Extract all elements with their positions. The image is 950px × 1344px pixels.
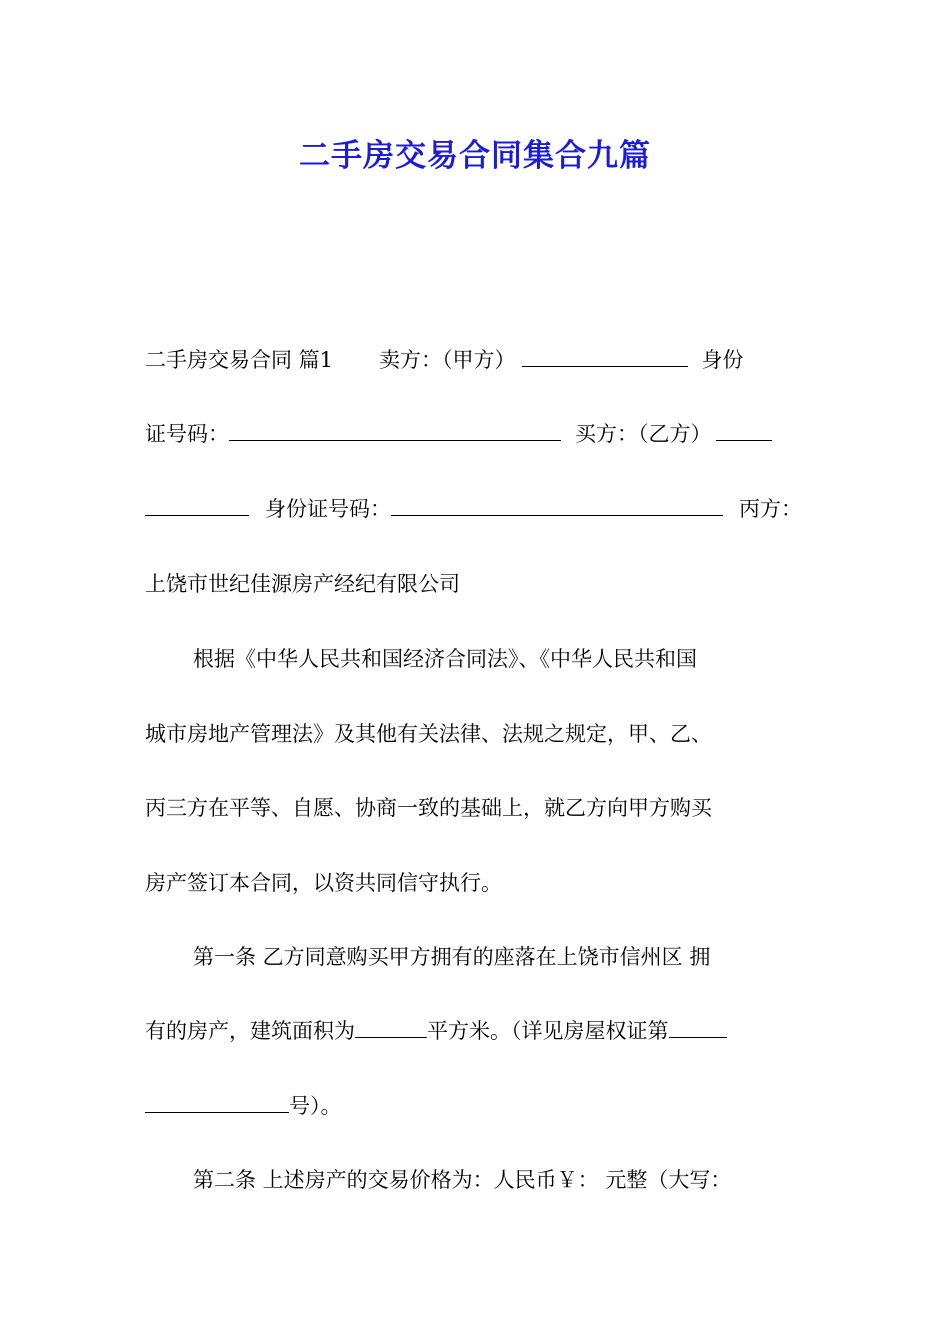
article1-line-1: 第一条 乙方同意购买甲方拥有的座落在上饶市信州区 拥 — [193, 945, 711, 969]
seller-id-label-rest: 证号码： — [145, 422, 229, 446]
area-label: 有的房产，建筑面积为 — [145, 1019, 355, 1043]
intro-line-2 — [145, 416, 825, 452]
article1-line-3 — [145, 1088, 825, 1124]
intro-line-3 — [145, 491, 825, 527]
article2-line-1: 第二条 上述房产的交易价格为：人民币￥： 元整（大写： — [193, 1168, 732, 1192]
third-party-label: 丙方： — [739, 497, 802, 521]
buyer-name-blank-end — [145, 493, 249, 516]
article1-line-2 — [145, 1013, 825, 1049]
preamble-line-1: 根据《中华人民共和国经济合同法》、《中华人民共和国 — [193, 647, 697, 671]
buyer-id-blank — [391, 493, 723, 516]
buyer-name-blank-start — [716, 418, 772, 441]
seller-name-blank — [522, 344, 688, 367]
buyer-id-label: 身份证号码： — [265, 497, 391, 521]
preamble-line-4: 房产签订本合同，以资共同信守执行。 — [145, 871, 502, 895]
area-blank — [355, 1015, 427, 1038]
area-unit-and-cert-label: 平方米。（详见房屋权证第 — [427, 1019, 669, 1043]
seller-label: 卖方：（甲方） — [379, 348, 516, 372]
document-title: 二手房交易合同集合九篇 — [299, 138, 651, 174]
cert-number-blank-start — [669, 1015, 727, 1038]
preamble-line-3: 丙三方在平等、自愿、协商一致的基础上，就乙方向甲方购买 — [145, 796, 712, 820]
cert-number-blank-end — [145, 1090, 289, 1113]
cert-number-suffix: 号）。 — [289, 1094, 342, 1118]
intro-line-1 — [145, 342, 825, 378]
contract-heading: 二手房交易合同 篇1 — [145, 348, 334, 372]
third-party-name: 上饶市世纪佳源房产经纪有限公司 — [145, 572, 460, 596]
seller-id-label-part: 身份 — [701, 348, 744, 372]
buyer-label: 买方：（乙方） — [575, 422, 712, 446]
seller-id-blank — [229, 418, 561, 441]
preamble-line-2: 城市房地产管理法》及其他有关法律、法规之规定，甲、乙、 — [145, 722, 712, 746]
